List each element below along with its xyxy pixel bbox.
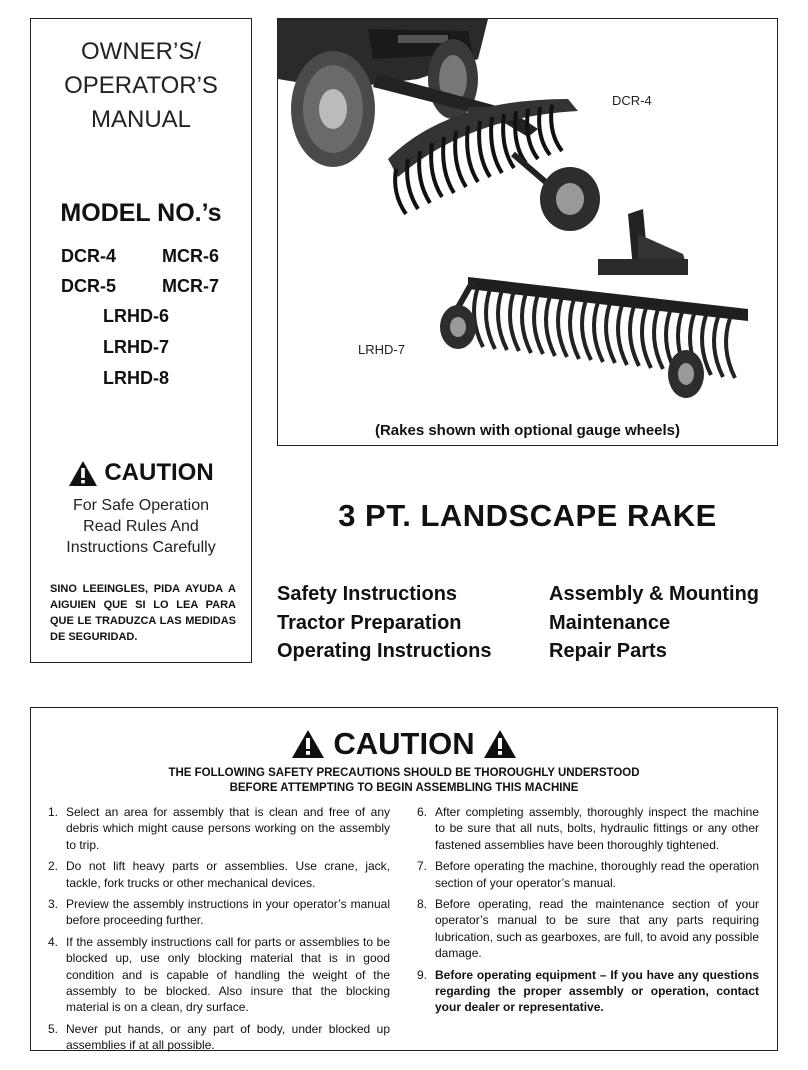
lrhd7-photo-label: LRHD-7 (358, 342, 405, 357)
precaution-item (48, 858, 390, 891)
manual-title-line: OPERATOR’S (64, 72, 218, 99)
precaution-item (48, 1021, 390, 1054)
manual-title-line: MANUAL (90, 106, 192, 133)
dcr4-photo-label: DCR-4 (612, 93, 652, 108)
safe-operation-note (31, 495, 251, 558)
precaution-text: If the assembly instructions call for parts or assemblies to be blocked up, use only blocking material that is in good condition and is capable of handling the weight of the assembly to be blocked. Also insure that the blocking material is on a clean, dry surface. (66, 934, 390, 1015)
contents-list-right (549, 580, 759, 666)
precaution-item (417, 858, 759, 891)
precaution-text: After completing assembly, thoroughly inspect the machine to be sure that all nuts, bolts, hydraulic fittings or any other fastened assemblies have been thoroughly tightened. (435, 805, 759, 852)
spanish-safety-note: SINO LEEINGLES, PIDA AYUDA A AIGUIEN QUE SI LO LEA PARA QUE LE TRADUZCA LAS MEDIDAS DE SEGURIDAD. (50, 583, 236, 643)
caution-subtitle (31, 766, 777, 796)
caution-subtitle-line: THE FOLLOWING SAFETY PRECAUTIONS SHOULD BE THOROUGHLY UNDERSTOOD (168, 767, 640, 779)
rake-photo (278, 19, 776, 419)
safe-line: Read Rules And (83, 518, 199, 535)
precaution-item (417, 896, 759, 962)
model-numbers-heading: MODEL NO.’s (60, 199, 222, 227)
precautions-list-left (48, 804, 390, 1059)
safe-line: For Safe Operation (72, 497, 210, 514)
caution-label: CAUTION (104, 459, 214, 486)
safe-line: Instructions Carefully (66, 539, 216, 556)
precaution-number: 5. (48, 1021, 59, 1036)
precaution-text: Before operating equipment – If you have any questions regarding the proper assembly or operation, contact your dealer or representative. (435, 967, 759, 1015)
precaution-text: Before operating the machine, thoroughly read the operation section of your operator’s manual. (435, 859, 759, 890)
precaution-item (48, 934, 390, 1016)
warning-triangle-icon (68, 460, 98, 487)
model-dcr4: DCR-4 (61, 246, 117, 266)
precaution-text: Do not lift heavy parts or assemblies. Use crane, jack, tackle, fork trucks or other mechanical devices. (66, 859, 390, 890)
precaution-number: 4. (48, 934, 59, 949)
model-mcr6: MCR-6 (162, 246, 219, 266)
contents-list-left (277, 580, 491, 666)
precaution-text: Before operating, read the maintenance section of your operator’s manual to be sure that any parts requiring lubrication, such as gearboxes, are full, to avoid any possible damage. (435, 897, 759, 961)
manual-title (31, 35, 251, 137)
contents-item: Tractor Preparation (277, 611, 462, 634)
precaution-item (48, 896, 390, 929)
product-title: 3 PT. LANDSCAPE RAKE (338, 498, 717, 533)
precaution-number: 3. (48, 897, 59, 912)
photo-caption: (Rakes shown with optional gauge wheels) (374, 422, 681, 439)
warning-triangle-icon (483, 729, 517, 759)
precautions-list-right (417, 804, 759, 1021)
model-lrhd6: LRHD-6 (103, 306, 169, 326)
precaution-number: 8. (417, 897, 428, 912)
precaution-number: 2. (48, 859, 59, 874)
precaution-number: 7. (417, 859, 428, 874)
caution-heading (31, 459, 251, 487)
precaution-text: Select an area for assembly that is clean and free of any debris which might cause persons working on the assembly to trip. (66, 805, 390, 852)
contents-item: Operating Instructions (277, 640, 492, 662)
model-dcr5: DCR-5 (61, 276, 117, 296)
product-photo-box (277, 18, 778, 446)
precaution-number: 9. (417, 967, 428, 982)
owner-info-box (30, 18, 252, 663)
precaution-number: 6. (417, 805, 428, 819)
caution-title-text: CAUTION (333, 726, 475, 761)
model-lrhd8: LRHD-8 (103, 368, 169, 388)
precaution-number: 1. (48, 805, 59, 819)
safety-caution-box (30, 707, 778, 1051)
contents-item: Assembly & Mounting (549, 583, 760, 605)
contents-item: Safety Instructions (277, 583, 458, 605)
precaution-item (417, 804, 759, 853)
precaution-item (417, 967, 759, 1016)
model-lrhd7: LRHD-7 (103, 337, 169, 357)
precaution-text: Never put hands, or any part of body, under blocked up assemblies if at all possible. (66, 1021, 390, 1053)
precaution-item (48, 804, 390, 853)
model-mcr7: MCR-7 (162, 276, 219, 296)
caution-subtitle-line: BEFORE ATTEMPTING TO BEGIN ASSEMBLING THIS MACHINE (229, 782, 579, 794)
precaution-text: Preview the assembly instructions in your operator’s manual before proceeding further. (66, 897, 390, 928)
warning-triangle-icon (291, 729, 325, 759)
contents-item: Maintenance (549, 611, 671, 634)
caution-title (31, 726, 777, 762)
contents-item: Repair Parts (549, 640, 667, 662)
manual-title-line: OWNER’S/ (81, 38, 201, 65)
